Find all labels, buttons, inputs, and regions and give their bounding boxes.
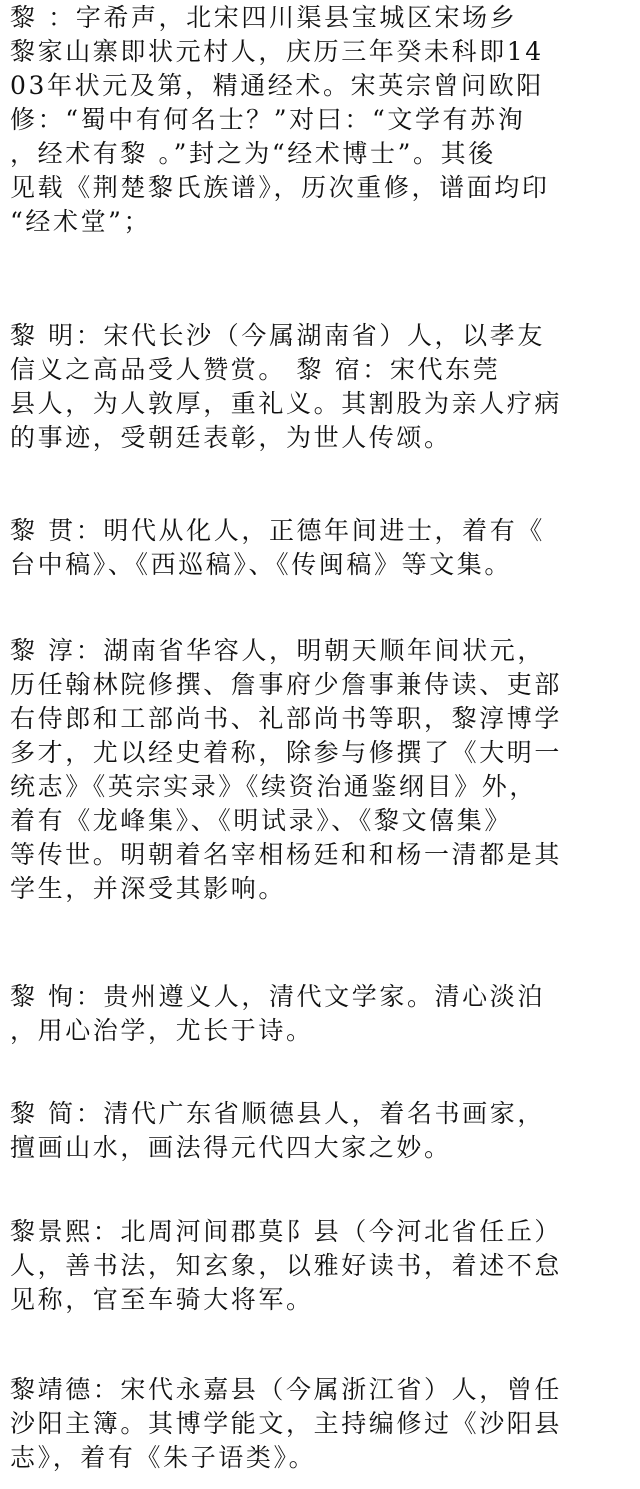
- text-line: 黎 贯：明代从化人，正德年间进士，着有《: [10, 516, 545, 545]
- text-line: 见载《荆楚黎氏族谱》，历次重修，谱面均印: [10, 173, 550, 202]
- entry-li-jingxi: [10, 1215, 634, 1317]
- entry-li-ming: [10, 319, 634, 455]
- text-line: ，经术有黎 。”封之为“经术博士”。其後: [10, 139, 496, 168]
- text-line: 信义之高品受人赞赏。 黎 宿：宋代东莞: [10, 355, 501, 384]
- text-line: 沙阳主簿。其博学能文，主持编修过《沙阳县: [10, 1409, 563, 1438]
- text-line: 黎景熙：北周河间郡莫阝县（今河北省任丘）: [10, 1217, 563, 1246]
- text-line: 见称，官至车骑大将军。: [10, 1285, 314, 1314]
- entry-li-qian: [10, 1, 634, 239]
- text-line: 黎 明：宋代长沙（今属湖南省）人，以孝友: [10, 321, 545, 350]
- entry-li-xun: [10, 980, 634, 1048]
- text-line: 等传世。明朝着名宰相杨廷和和杨一清都是其: [10, 840, 563, 869]
- text-line: 历任翰林院修撰、詹事府少詹事兼侍读、吏部: [10, 670, 563, 699]
- text-line: 擅画山水，画法得元代四大家之妙。: [10, 1133, 452, 1162]
- text-line: 人，善书法，知玄象，以雅好读书，着述不怠: [10, 1251, 563, 1280]
- text-line: 修：“蜀中有何名士？”对曰：“文学有苏洵: [10, 105, 526, 134]
- entry-li-jian: [10, 1097, 634, 1165]
- entry-li-chun: [10, 634, 634, 906]
- text-line: 台中稿》、《西巡稿》、《传闽稿》等文集。: [10, 550, 513, 579]
- text-line: 黎靖德：宋代永嘉县（今属浙江省）人，曾任: [10, 1375, 563, 1404]
- text-line: 黎 恂：贵州遵义人，清代文学家。清心淡泊: [10, 982, 545, 1011]
- text-line: 学生，并深受其影响。: [10, 874, 287, 903]
- text-line: 黎家山寨即状元村人，庆历三年癸未科即14: [10, 37, 544, 66]
- text-line: 多才，尤以经史着称，除参与修撰了《大明一: [10, 738, 563, 767]
- entry-li-jingde: [10, 1373, 634, 1475]
- entry-li-guan: [10, 514, 634, 582]
- text-line: 县人，为人敦厚，重礼义。其割股为亲人疗病: [10, 389, 563, 418]
- text-line: 黎 ：字希声，北宋四川渠县宝城区宋场乡: [10, 3, 518, 32]
- text-line: 着有《龙峰集》、《明试录》、《黎文僖集》: [10, 806, 513, 835]
- text-line: 黎 淳：湖南省华容人，明朝天顺年间状元，: [10, 636, 545, 665]
- text-line: 黎 简：清代广东省顺德县人，着名书画家，: [10, 1099, 545, 1128]
- text-line: 志》，着有《朱子语类》。: [10, 1443, 317, 1472]
- text-line: ，用心治学，尤长于诗。: [10, 1016, 314, 1045]
- text-line: 的事迹，受朝廷表彰，为世人传颂。: [10, 423, 452, 452]
- text-line: 右侍郎和工部尚书、礼部尚书等职，黎淳博学: [10, 704, 563, 733]
- text-line: 统志》《英宗实录》《续资治通鉴纲目》外，: [10, 772, 538, 801]
- text-line: “经术堂”；: [10, 207, 152, 236]
- text-line: 03年状元及第，精通经术。宋英宗曾问欧阳: [10, 71, 544, 100]
